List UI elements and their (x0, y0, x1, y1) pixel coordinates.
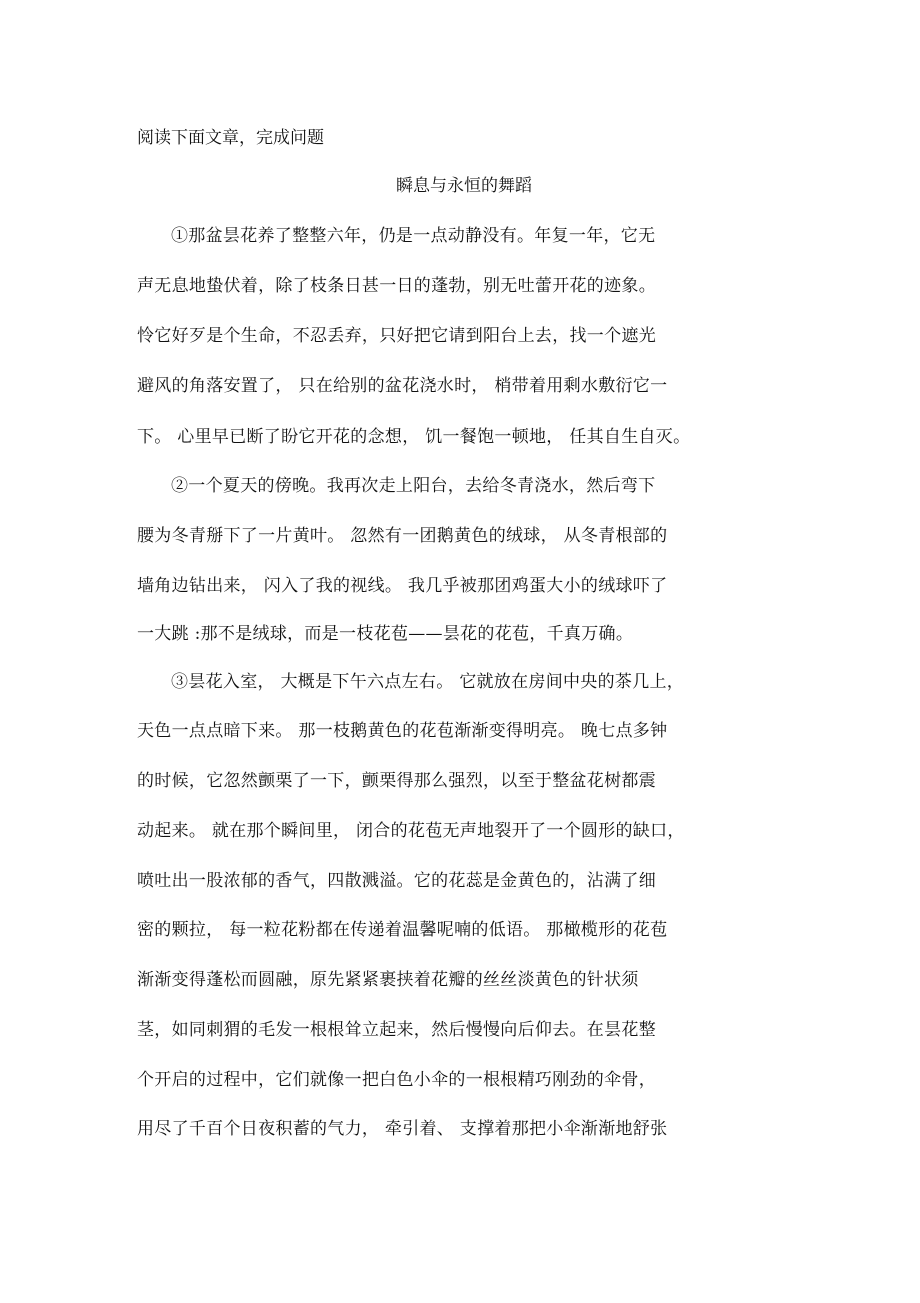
instruction-text: 阅读下面文章，完成问题 (137, 128, 324, 148)
paragraph-3-line-4: 动起来。 就在那个瞬间里， 闭合的花苞无声地裂开了一个圆形的缺口， (137, 821, 685, 841)
paragraph-1-line-4: 避风的角落安置了， 只在给别的盆花浇水时， 梢带着用剩水敷衍它一 (137, 376, 668, 396)
paragraph-2-line-1: ②一个夏天的傍晚。我再次走上阳台，去给冬青浇水，然后弯下 (171, 476, 656, 496)
paragraph-3-line-1: ③昙花入室， 大概是下午六点左右。 它就放在房间中央的茶几上， (171, 672, 685, 692)
paragraph-3-line-7: 渐渐变得蓬松而圆融，原先紧紧裹挟着花瓣的丝丝淡黄色的针状须 (137, 970, 639, 990)
paragraph-3-line-2: 天色一点点暗下来。 那一枝鹅黄色的花苞渐渐变得明亮。 晚七点多钟 (137, 721, 668, 741)
paragraph-3-line-5: 喷吐出一股浓郁的香气，四散溅溢。它的花蕊是金黄色的，沾满了细 (137, 871, 656, 891)
paragraph-1-line-5: 下。 心里早已断了盼它开花的念想， 饥一餐饱一顿地， 任其自生自灭。 (137, 427, 691, 447)
paragraph-2-line-4: 一大跳 :那不是绒球，而是一枝花苞——昙花的花苞，千真万确。 (137, 624, 634, 644)
paragraph-3-line-3: 的时候，它忽然颤栗了一下，颤栗得那么强烈，以至于整盆花树都震 (137, 771, 656, 791)
paragraph-3-line-6: 密的颗拉， 每一粒花粉都在传递着温馨呢喃的低语。 那橄榄形的花苞 (137, 920, 668, 940)
paragraph-1-line-3: 怜它好歹是个生命，不忍丢弃，只好把它请到阳台上去，找一个遮光 (137, 326, 656, 346)
paragraph-1-line-1: ①那盆昙花养了整整六年，仍是一点动静没有。年复一年，它无 (171, 226, 656, 246)
article-title: 瞬息与永恒的舞蹈 (396, 176, 532, 196)
paragraph-3-line-8: 茎，如同刺猬的毛发一根根耸立起来，然后慢慢向后仰去。在昙花整 (137, 1020, 656, 1040)
paragraph-3-line-10: 用尽了千百个日夜积蓄的气力， 牵引着、 支撑着那把小伞渐渐地舒张 (137, 1119, 668, 1139)
paragraph-2-line-3: 墙角边钻出来， 闪入了我的视线。 我几乎被那团鸡蛋大小的绒球吓了 (137, 576, 668, 596)
paragraph-1-line-2: 声无息地蛰伏着，除了枝条日甚一日的蓬勃，别无吐蕾开花的迹象。 (137, 276, 656, 296)
paragraph-2-line-2: 腰为冬青掰下了一片黄叶。 忽然有一团鹅黄色的绒球， 从冬青根部的 (137, 526, 668, 546)
paragraph-3-line-9: 个开启的过程中，它们就像一把白色小伞的一根根精巧刚劲的伞骨， (137, 1070, 656, 1090)
